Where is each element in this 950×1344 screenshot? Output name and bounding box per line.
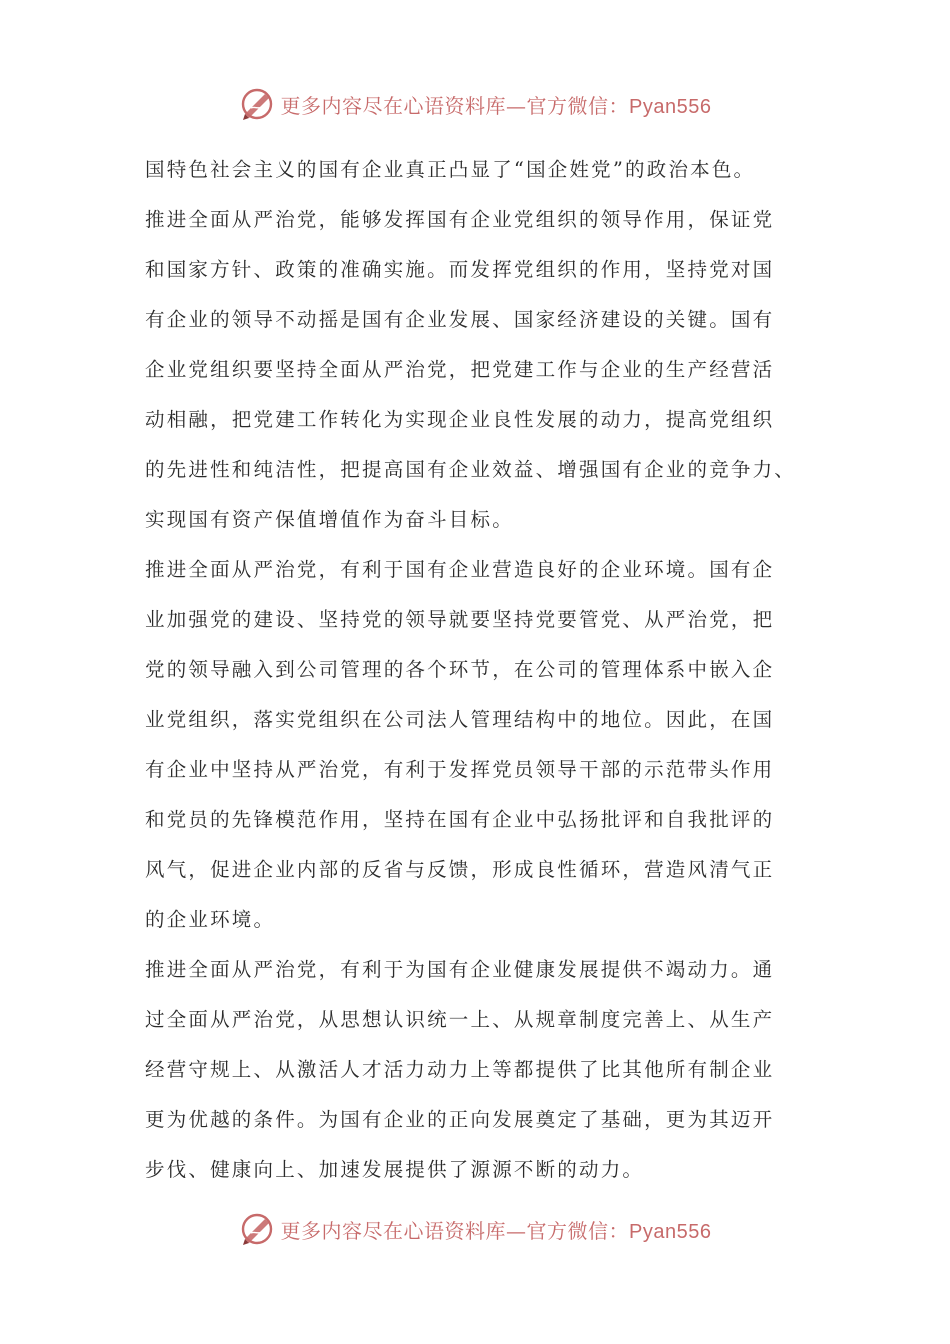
banner-title: 更多内容尽在心语资料库: [280, 1218, 507, 1243]
body-line: 的企业环境。: [145, 908, 276, 931]
footer-banner: [0, 1209, 950, 1249]
banner-text: [281, 1215, 712, 1244]
pen-logo-icon: [239, 1211, 275, 1247]
body-line: 更为优越的条件。为国有企业的正向发展奠定了基础，更为其迈开: [145, 1108, 775, 1131]
body-line: 推进全面从严治党，有利于为国有企业健康发展提供不竭动力。通: [145, 958, 775, 981]
body-line: 党的领导融入到公司管理的各个环节，在公司的管理体系中嵌入企: [145, 658, 775, 681]
banner-text: [281, 90, 712, 119]
document-body: [145, 150, 820, 1200]
body-line: 有企业中坚持从严治党，有利于发挥党员领导干部的示范带头作用: [145, 758, 775, 781]
body-line: 经营守规上、从激活人才活力动力上等都提供了比其他所有制企业: [145, 1058, 775, 1081]
body-line: 和党员的先锋模范作用，坚持在国有企业中弘扬批评和自我批评的: [145, 808, 775, 831]
body-line: 实现国有资产保值增值作为奋斗目标。: [145, 508, 514, 531]
body-line: 的先进性和纯洁性，把提高国有企业效益、增强国有企业的竞争力、: [145, 458, 797, 481]
banner-dash: —: [506, 93, 527, 118]
body-line: 国特色社会主义的国有企业真正凸显了“国企姓党”的政治本色。: [145, 158, 756, 181]
banner-wechat-label: 官方微信：: [526, 93, 630, 118]
body-line: 有企业的领导不动摇是国有企业发展、国家经济建设的关键。国有: [145, 308, 775, 331]
pen-logo-icon: [239, 86, 275, 122]
header-banner: [0, 84, 950, 124]
body-line: 和国家方针、政策的准确实施。而发挥党组织的作用，坚持党对国: [145, 258, 775, 281]
body-line: 业加强党的建设、坚持党的领导就要坚持党要管党、从严治党，把: [145, 608, 775, 631]
body-line: 动相融，把党建工作转化为实现企业良性发展的动力，提高党组织: [145, 408, 775, 431]
body-line: 业党组织，落实党组织在公司法人管理结构中的地位。因此，在国: [145, 708, 775, 731]
body-line: 步伐、健康向上、加速发展提供了源源不断的动力。: [145, 1158, 645, 1181]
banner-title: 更多内容尽在心语资料库: [280, 93, 507, 118]
body-line: 推进全面从严治党，能够发挥国有企业党组织的领导作用，保证党: [145, 208, 775, 231]
body-line: 企业党组织要坚持全面从严治党，把党建工作与企业的生产经营活: [145, 358, 775, 381]
banner-wechat-label: 官方微信：: [526, 1218, 630, 1243]
banner-dash: —: [506, 1218, 527, 1243]
banner-wechat-id: Pyan556: [629, 1220, 712, 1243]
body-line: 过全面从严治党，从思想认识统一上、从规章制度完善上、从生产: [145, 1008, 775, 1031]
body-line: 推进全面从严治党，有利于国有企业营造良好的企业环境。国有企: [145, 558, 775, 581]
body-line: 风气，促进企业内部的反省与反馈，形成良性循环，营造风清气正: [145, 858, 775, 881]
banner-wechat-id: Pyan556: [629, 95, 712, 118]
